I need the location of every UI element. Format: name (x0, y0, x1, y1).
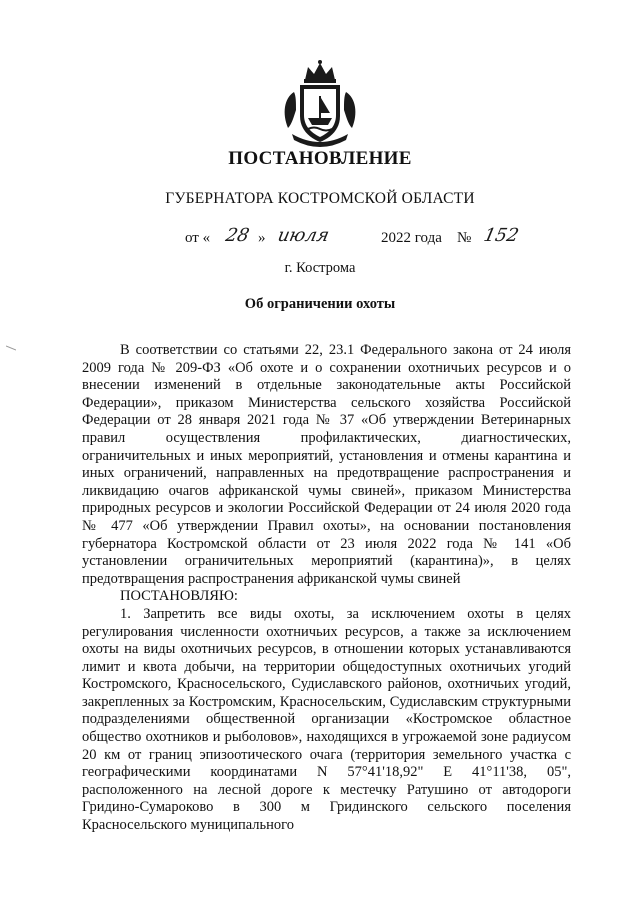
document-subject: Об ограничении охоты (244, 296, 396, 312)
coat-of-arms-icon (278, 58, 362, 148)
date-prefix: от « (185, 230, 211, 246)
date-quote-close: » (258, 230, 266, 246)
decree-word: ПОСТАНОВЛЯЮ: (120, 588, 238, 605)
margin-mark (6, 345, 16, 351)
document-title: ПОСТАНОВЛЕНИЕ (228, 148, 412, 169)
document-body (82, 342, 571, 835)
handwritten-month: июля (275, 225, 332, 246)
city-line: г. Кострома (284, 260, 356, 276)
date-year: 2022 года (381, 230, 442, 246)
clause-paragraph-1: 1. Запретить все виды охоты, за исключением охоты в целях регулирования численности охотничьих ресурсов, а также за исключением охоты на виды охотничьих ресурсов, в отношении которых устанавливаются лимит и квота добычи, на территории общедоступных охотничьих угодий Костромского, Красносельского, Судиславского районов, охотничьих угодий, закрепленных за Костромским, Красносельским, Судиславским структурными подразделениями общественной организации «Костромское областное общество охотников и рыболовов», находящихся в угрожаемой зоне радиусом 20 км от границ эпизоотического очага (территория земельного участка с географическими координатами N 57°41'18,92" E 41°11'38, 05", расположенного на лесной дороге к местечку Ратушино от автодороги Гридино-Сумароково в 300 м Гридинского сельского поселения Красносельского муниципального (82, 605, 571, 834)
handwritten-day: 28 (223, 225, 252, 246)
issuer-heading: ГУБЕРНАТОРА КОСТРОМСКОЙ ОБЛАСТИ (165, 190, 475, 207)
number-sign: № (457, 230, 472, 246)
handwritten-number: 152 (481, 225, 521, 246)
preamble-paragraph: В соответствии со статьями 22, 23.1 Федерального закона от 24 июля 2009 года № 209-ФЗ «Об охоте и о сохранении охотничьих ресурсов и о внесении изменений в отдельные законодательные акты Российской Федерации», приказом Министерства сельского хозяйства Российской Федерации от 28 января 2021 года № 37 «Об утверждении Ветеринарных правил осуществления профилактических, диагностических, ограничительных и иных мероприятий, установления и отмены карантина и иных ограничений, направленных на предотвращение распространения и ликвидацию очагов африканской чумы свиней», приказом Министерства природных ресурсов и экологии Российской Федерации от 24 июля 2020 года № 477 «Об утверждении Правил охоты», на основании постановления губернатора Костромской области от 23 июля 2022 года № 141 «Об установлении ограничительных мероприятий (карантина)», в целях предотвращения распространения африканской чумы свиней (82, 342, 571, 587)
date-line (0, 225, 640, 255)
